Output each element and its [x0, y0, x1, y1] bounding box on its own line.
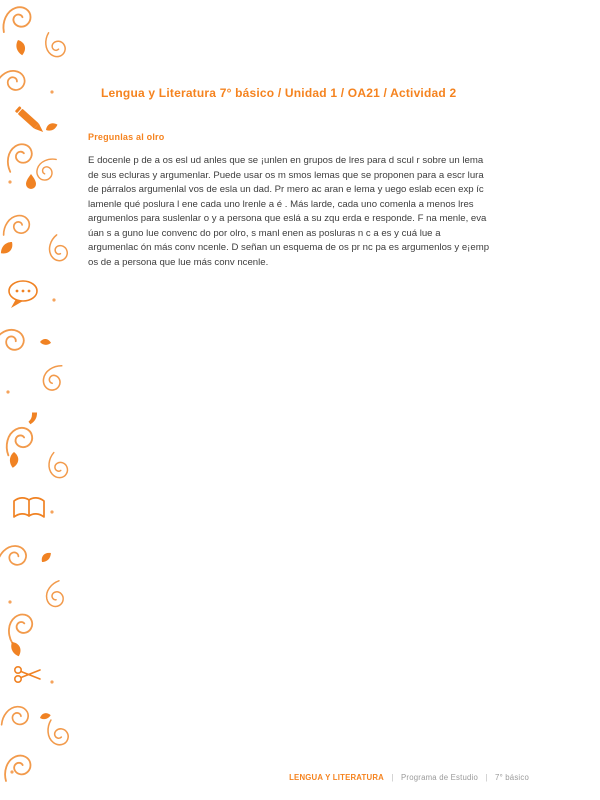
- page-footer: [289, 773, 529, 782]
- pencil-icon: [15, 106, 46, 135]
- page-title: Lengua y Literatura 7° básico / Unidad 1 / OA21 / Actividad 2: [101, 86, 457, 100]
- activity-body-text: E docenle p de a os esl ud anles que se ¡unlen en grupos de lres para d scul r sobre un lema de sus ecluras y argumenlar. Puede usar os m smos lemas que se proponen para a escr lura de párralos argumenlal vos de esla un dad. Pr mero ac aran e lema y uego eslab ecen exp íc lamenle qué poslura l ene cada uno lrenle a é . Más larde, cada uno comenla a menos lres argumenlos para suslenlar o y a persona que eslá a su zqu erda e responde. F na menle, eva úan s a guno lue convenc do por olro, s manl enen as posluras n c a es y cuá lue a argumenlac ón más conv ncenle. D señan un esquema de os pr nc pa es argumenlos y e¡emp os de a persona que lue más conv ncenle.: [88, 155, 490, 268]
- activity-subtitle: Pregunlas al olro: [88, 132, 165, 142]
- scissors-icon: [15, 667, 40, 682]
- footer-separator: |: [485, 773, 488, 782]
- decorative-border: [0, 0, 72, 800]
- open-book-icon: [14, 498, 44, 517]
- footer-separator: |: [391, 773, 394, 782]
- quote-comma-icon: ,: [28, 385, 41, 427]
- footer-brand: LENGUA Y LITERATURA: [289, 773, 385, 782]
- ink-drop-icon: [26, 174, 36, 189]
- footer-grade: 7° básico: [495, 773, 529, 782]
- footer-program: Programa de Estudio: [401, 773, 479, 782]
- speech-bubble-icon: [9, 281, 37, 308]
- page-content: [88, 0, 520, 270]
